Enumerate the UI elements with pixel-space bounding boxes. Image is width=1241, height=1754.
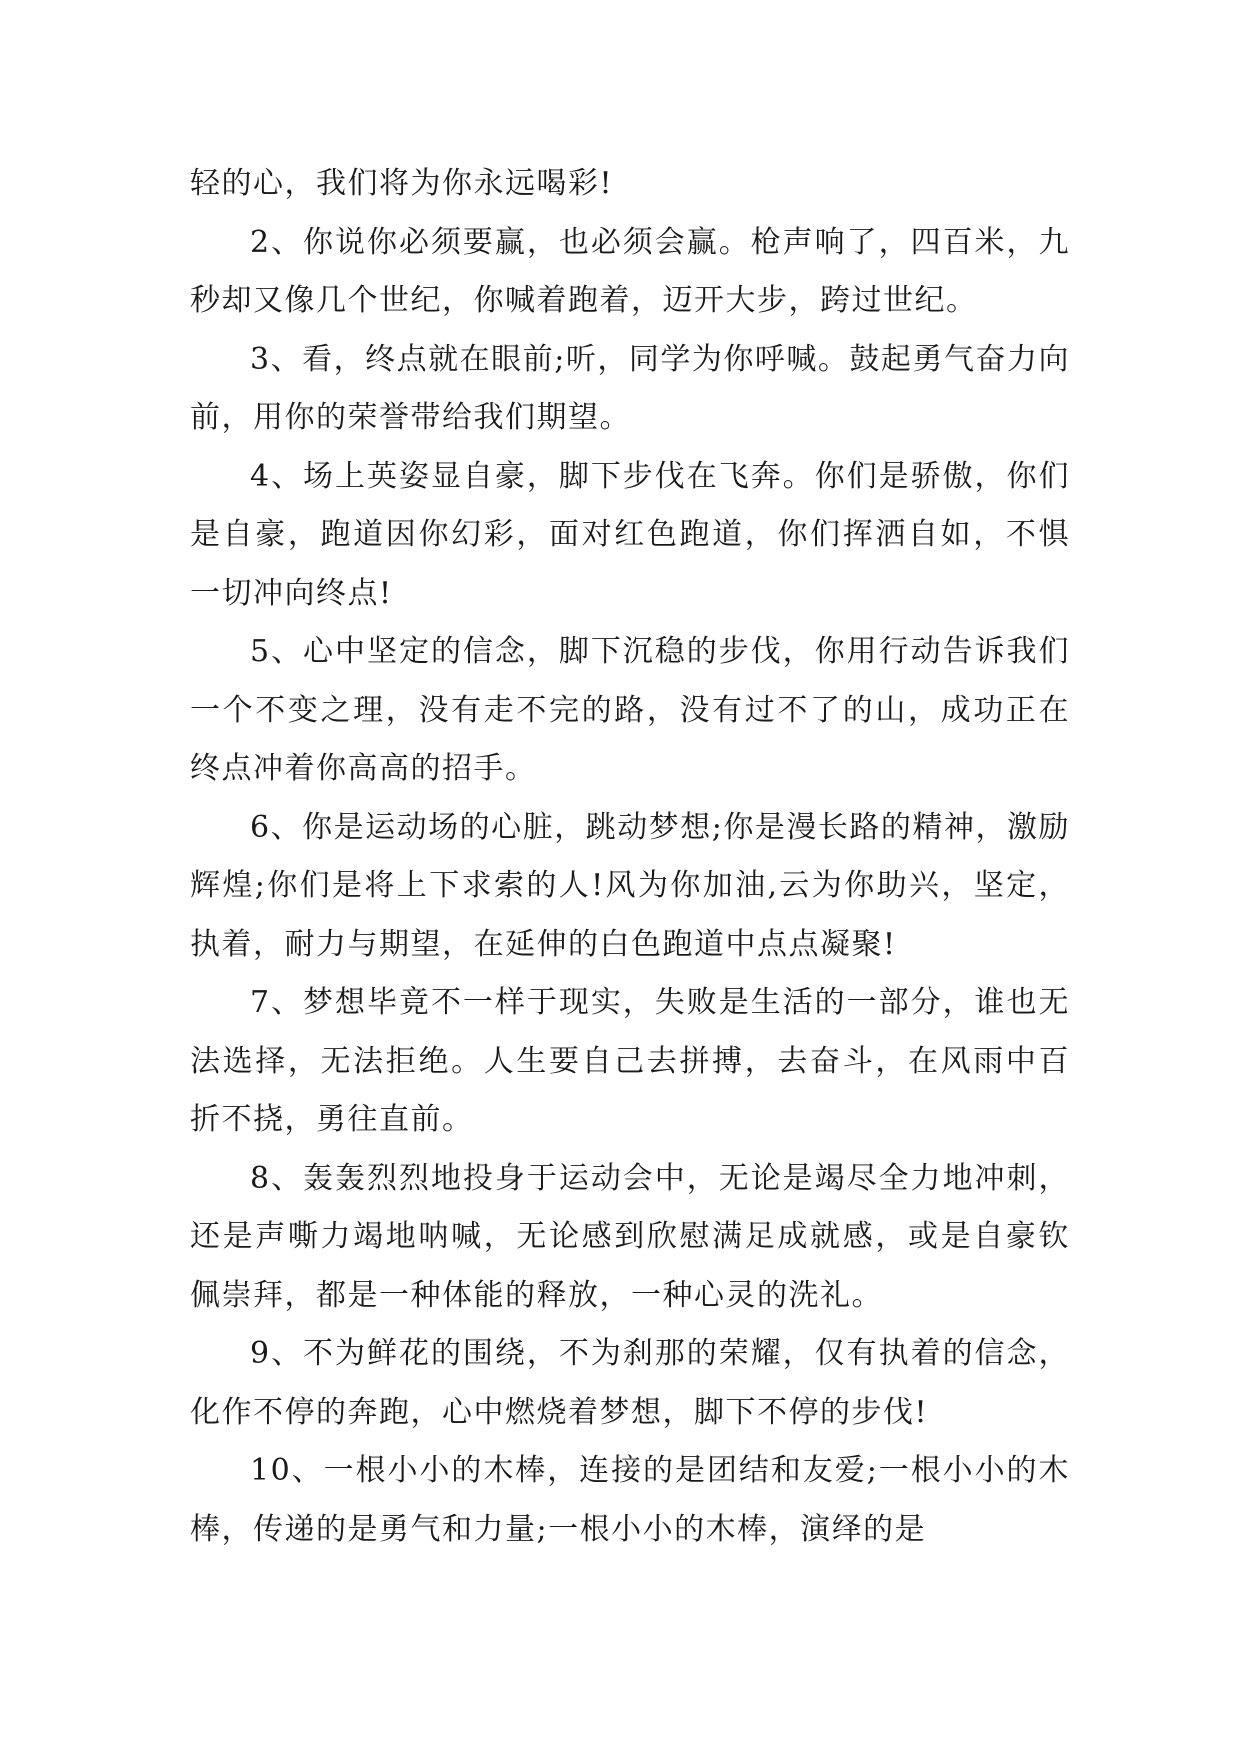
paragraph-9: 9、不为鲜花的围绕，不为刹那的荣耀，仅有执着的信念，化作不停的奔跑，心中燃烧着梦想，脚下不停的步伐! [190,1336,1070,1430]
paragraph-8: 8、轰轰烈烈地投身于运动会中，无论是竭尽全力地冲刺，还是声嘶力竭地呐喊，无论感到欣慰满足成就感，或是自豪钦佩崇拜，都是一种体能的释放，一种心灵的洗礼。 [190,1160,1070,1313]
paragraph-4: 4、场上英姿显自豪，脚下步伐在飞奔。你们是骄傲，你们是自豪，跑道因你幻彩，面对红色跑道，你们挥洒自如，不惧一切冲向终点! [190,458,1070,611]
paragraph-5: 5、心中坚定的信念，脚下沉稳的步伐，你用行动告诉我们一个不变之理，没有走不完的路，没有过不了的山，成功正在终点冲着你高高的招手。 [190,634,1070,786]
paragraph-10: 10、一根小小的木棒，连接的是团结和友爱;一根小小的木棒，传递的是勇气和力量;一根小小的木棒，演绎的是 [190,1453,1070,1547]
paragraph-1: 轻的心，我们将为你永远喝彩! [190,166,614,201]
document-body [190,155,1070,1559]
paragraph-7: 7、梦想毕竟不一样于现实，失败是生活的一部分，谁也无法选择，无法拒绝。人生要自己去拼搏，去奋斗，在风雨中百折不挠，勇往直前。 [190,985,1070,1137]
paragraph-6: 6、你是运动场的心脏，跳动梦想;你是漫长路的精神，激励辉煌;你们是将上下求索的人!风为你加油,云为你助兴，坚定，执着，耐力与期望，在延伸的白色跑道中点点凝聚! [190,809,1070,962]
paragraph-2: 2、你说你必须要赢，也必须会赢。枪声响了，四百米，九秒却又像几个世纪，你喊着跑着，迈开大步，跨过世纪。 [190,224,1070,318]
paragraph-3: 3、看，终点就在眼前;听，同学为你呼喊。鼓起勇气奋力向前，用你的荣誉带给我们期望。 [190,341,1070,435]
